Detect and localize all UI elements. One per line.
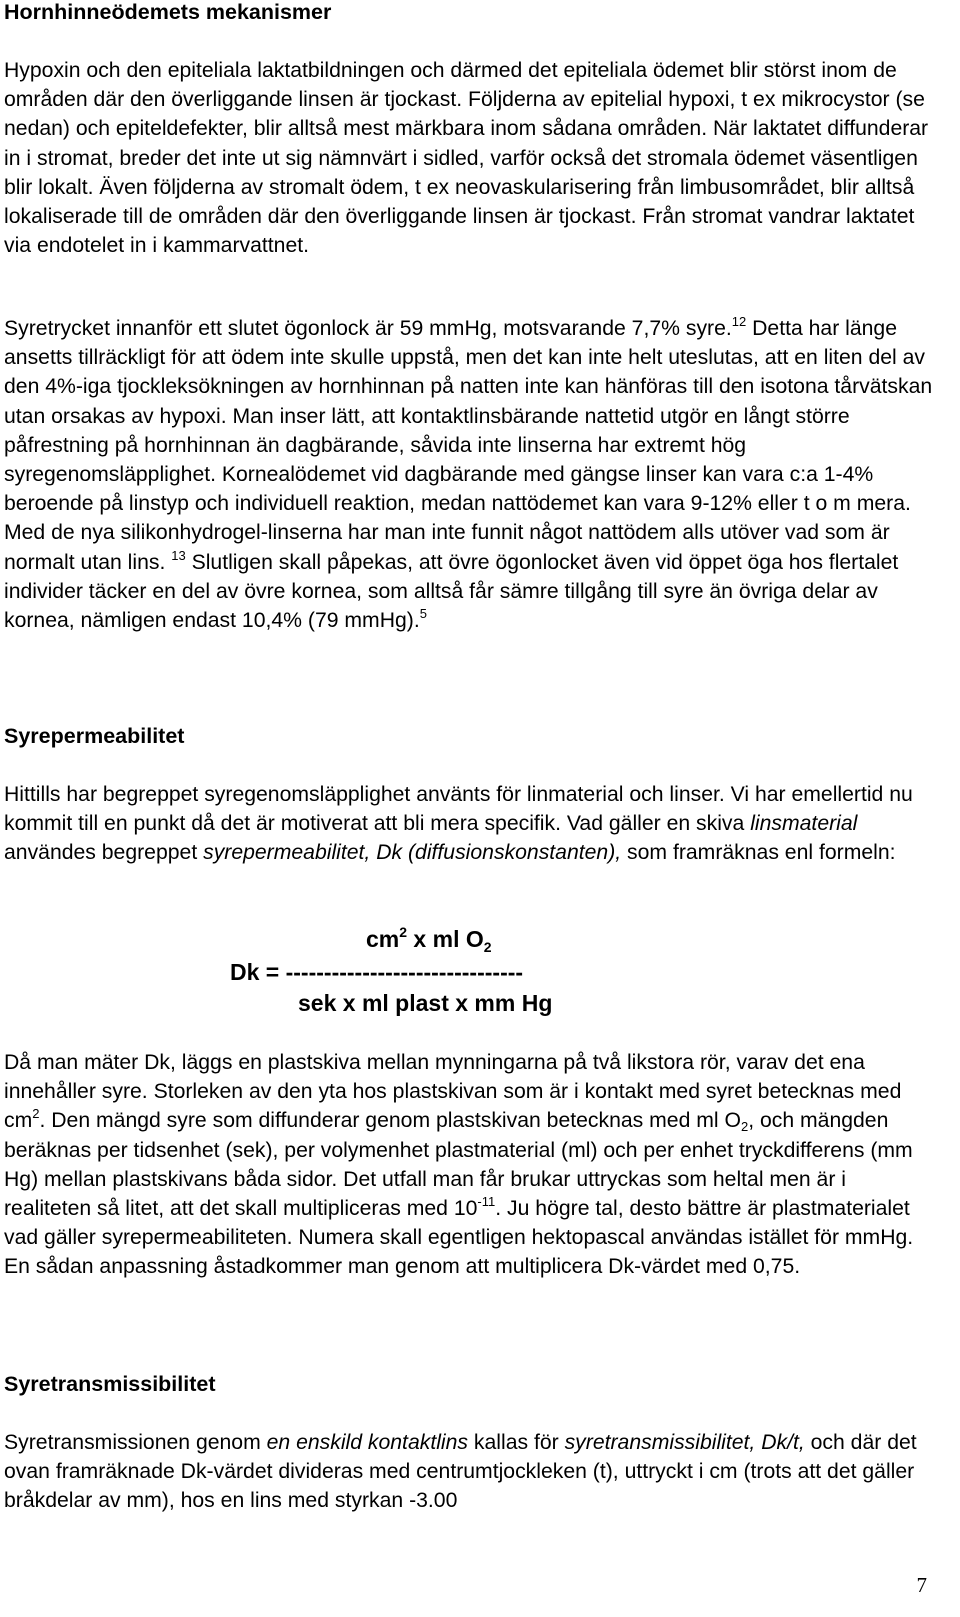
section-heading-syretransmissibilitet: Syretransmissibilitet [4, 1372, 216, 1396]
reference-12: 12 [731, 314, 747, 329]
section-heading-syrepermeabilitet: Syrepermeabilitet [4, 724, 185, 748]
paragraph-oxygen-pressure: Syretrycket innanför ett slutet ögonlock är 59 mmHg, motsvarande 7,7% syre.$^{12}$ Detta har länge ansetts tillräckligt för att ödem inte skulle uppstå, men det kan inte helt uteslutas, att en liten del av den 4%-iga tjockleksökningen av hornhinnan på natten inte kan hänföras till den isotona tårvätskan utan orsakas av hypoxi. Man inser lätt, att kontaktlinsbärande nattetid utgör en långt större påfrestning på hornhinnan än dagbärande, såvida inte linserna har extremt hög syregenomsläpplighet. Kornealödemet vid dagbärande med gängse linser kan vara c:a 1-4% beroende på linstyp och individuell reaktion, medan nattödemet kan vara 9-12% eller t o m mera. Med de nya silikonhydrogel-linserna har man inte funnit något nattödem alls utöver vad som är normalt utan lins. $^{13}$ Slutligen skall påpekas, att övre ögonlocket även vid öppet öga hos flertalet individer täcker en del av övre kornea, som alltså får sämre tillgång till syre än övriga delar av kornea, nämligen endast 10,4% (79 mmHg).$^5$ [4, 314, 933, 633]
section-heading-hornhinneodemets-mekanismer: Hornhinneödemets mekanismer [4, 0, 332, 24]
paragraph-dk-definition: Hittills har begreppet syregenomsläpplighet använts för linmaterial och linser. Vi har emellertid nu kommit till en punkt då det är motiverat att bli mera specifik. Vad gäller en skiva linsmaterial användes begreppet syrepermeabilitet, Dk (diffusionskonstanten), som framräknas enl formeln: [4, 783, 913, 865]
page-number: 7 [916, 1573, 927, 1597]
formula-denominator: sek x ml plast x mm Hg [298, 990, 553, 1016]
paragraph-dk-measurement: Då man mäter Dk, läggs en plastskiva mellan mynningarna på två likstora rör, varav det ena innehåller syre. Storleken av den yta hos plastskivan som är i kontakt med syret betecknas med $cm^2$. Den mängd syre som diffunderar genom plastskivan betecknas med ml $O_2$, och mängden beräknas per tidsenhet (sek), per volymenhet plastmaterial (ml) och per enhet tryckdifferens (mm Hg) mellan plastskivans båda sidor. Det utfall man får brukar uttryckas som heltal men är i realiteten så litet, att det skall multipliceras med $10^{-11}$. Ju högre tal, desto bättre är plastmaterialet vad gäller syrepermeabiliteten. Numera skall egentligen hektopascal användas istället för mmHg. En sådan anpassning åstadkommer man genom att multiplicera Dk-värdet med 0,75. [4, 1051, 914, 1279]
paragraph-dk-t-definition: Syretransmissionen genom en enskild kontaktlins kallas för syretransmissibilitet, Dk/t, och där det ovan framräknade Dk-värdet divideras med centrumtjockleken (t), uttryckt i cm (trots att det gäller bråkdelar av mm), hos en lins med styrkan -3.00 [4, 1431, 917, 1513]
formula-numerator: $cm^2$ x ml $O_2$ [366, 924, 492, 955]
reference-13: 13 [171, 547, 186, 563]
reference-5: 5 [419, 606, 427, 622]
formula-fraction-line: Dk = ------------------------------- [230, 959, 524, 985]
paragraph-mechanism: Hypoxin och den epiteliala laktatbildningen och därmed det epiteliala ödemet blir störst inom de områden där den överliggande linsen är tjockast. Följderna av epitelial hypoxi, t ex mikrocystor (se nedan) och epiteldefekter, blir alltså mest märkbara inom sådana områden. När laktatet diffunderar in i stromat, breder det inte ut sig nämnvärt i sidled, varför också det stromala ödemet väsentligen blir lokalt. Även följderna av stromalt ödem, t ex neovaskularisering från limbusområdet, blir alltså lokaliserade till de områden där den överliggande linsen är tjockast. Från stromat vandrar laktatet via endotelet in i kammarvattnet. [4, 59, 929, 258]
